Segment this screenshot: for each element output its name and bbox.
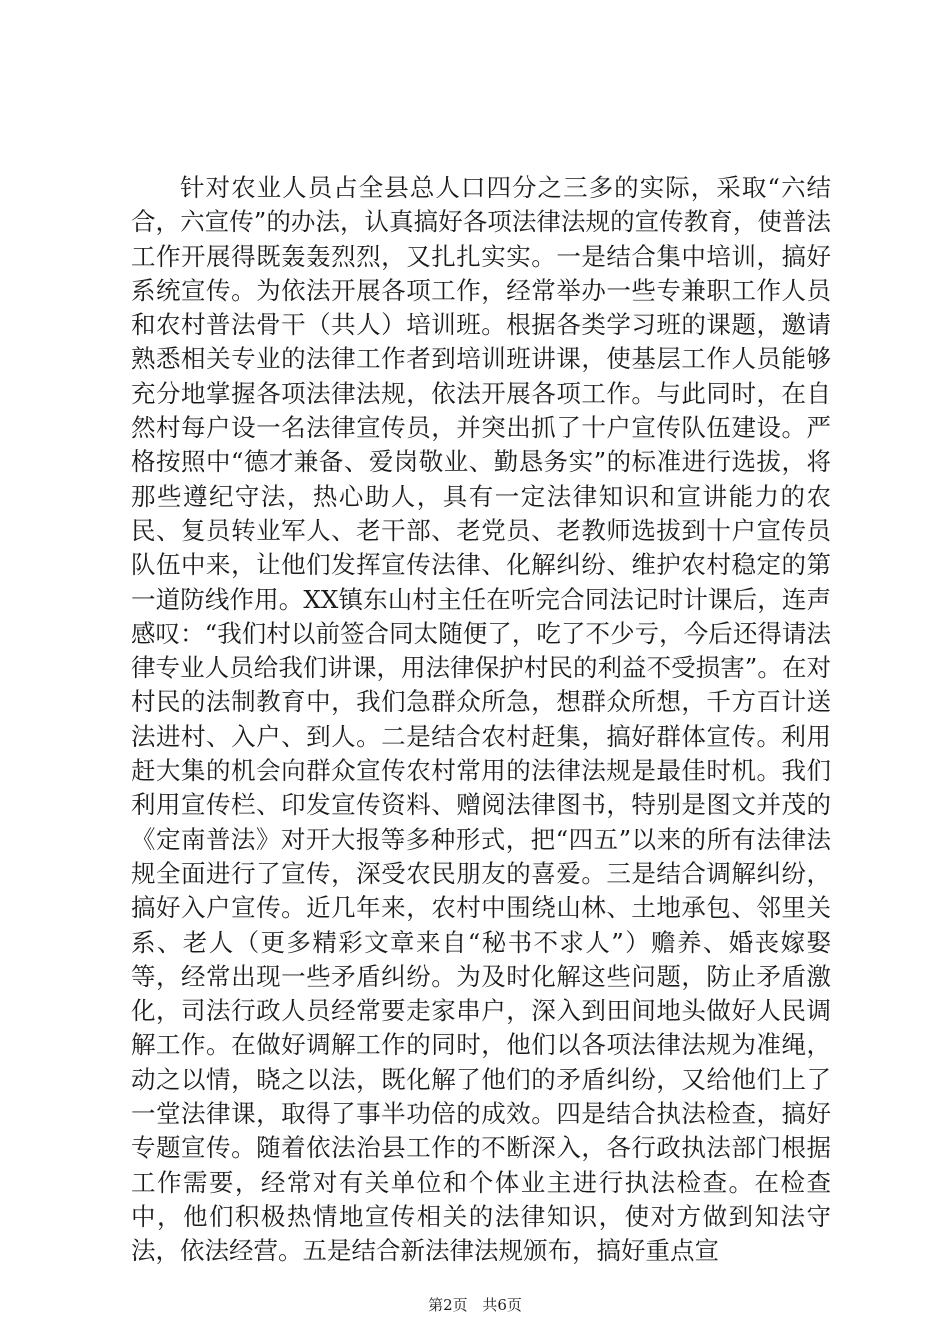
body-paragraph: 针对农业人员占全县总人口四分之三多的实际，采取“六结合，六宣传”的办法，认真搞好各项法律法规的宣传教育，使普法工作开展得既轰轰烈烈，又扎扎实实。一是结合集中培训，搞好系统宣传。为依法开展各项工作，经常举办一些专兼职工作人员和农村普法骨干（共人）培训班。根据各类学习班的课题，邀请熟悉相关专业的法律工作者到培训班讲课，使基层工作人员能够充分地掌握各项法律法规，依法开展各项工作。与此同时，在自然村每户设一名法律宣传员，并突出抓了十户宣传队伍建设。严格按照中“德才兼备、爱岗敬业、勤恳务实”的标准进行选拔，将那些遵纪守法，热心助人，具有一定法律知识和宣讲能力的农民、复员转业军人、老干部、老党员、老教师选拔到十户宣传员队伍中来，让他们发挥宣传法律、化解纠纷、维护农村稳定的第一道防线作用。XX镇东山村主任在听完合同法记时计课后，连声感叹：“我们村以前签合同太随便了，吃了不少亏，今后还得请法律专业人员给我们讲课，用法律保护村民的利益不受损害”。在对村民的法制教育中，我们急群众所急，想群众所想，千方百计送法进村、入户、到人。二是结合农村赶集，搞好群体宣传。利用赶大集的机会向群众宣传农村常用的法律法规是最佳时机。我们利用宣传栏、印发宣传资料、赠阅法律图书，特别是图文并茂的《定南普法》对开大报等多种形式，把“四五”以来的所有法律法规全面进行了宣传，深受农民朋友的喜爱。三是结合调解纠纷，搞好入户宣传。近几年来，农村中围绕山林、土地承包、邻里关系、老人（更多精彩文章来自“秘书不求人”）赡养、婚丧嫁娶等，经常出现一些矛盾纠纷。为及时化解这些问题，防止矛盾激化，司法行政人员经常要走家串户，深入到田间地头做好人民调解工作。在做好调解工作的同时，他们以各项法律法规为准绳，动之以情，晓之以法，既化解了他们的矛盾纠纷，又给他们上了一堂法律课，取得了事半功倍的成效。四是结合执法检查，搞好专题宣传。随着依法治县工作的不断深入，各行政执法部门根据工作需要，经常对有关单位和个体业主进行执法检查。在检查中，他们积极热情地宣传相关的法律知识，使对方做到知法守法，依法经营。五是结合新法律法规颁布，搞好重点宣 [131, 173, 831, 1266]
page-number: 第2页 [428, 1296, 468, 1314]
page-total: 共6页 [482, 1296, 522, 1314]
page-footer [0, 1294, 950, 1315]
